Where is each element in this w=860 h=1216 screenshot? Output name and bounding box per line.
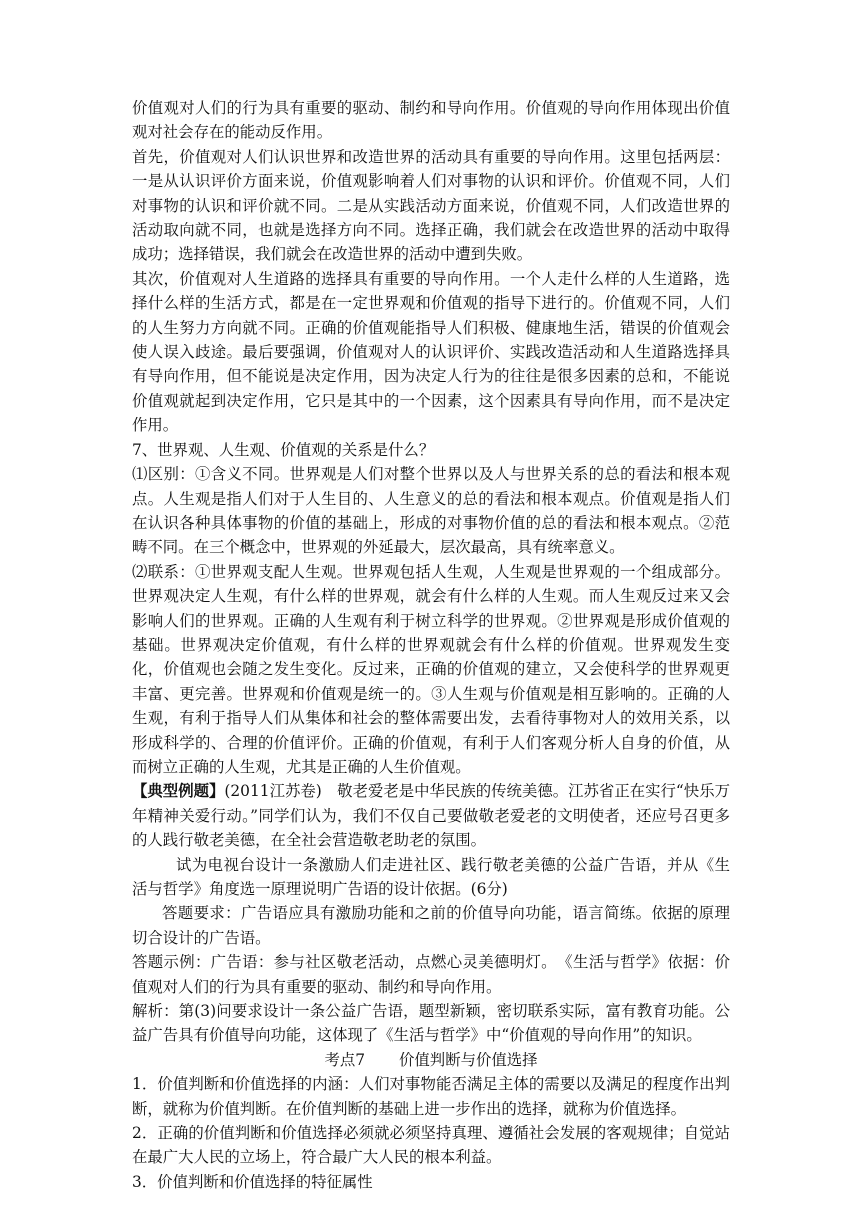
paragraph-difference: ⑴区别：①含义不同。世界观是人们对整个世界以及人与世界关系的总的看法和根本观点。人生观是指人们对于人生目的、人生意义的总的看法和根本观点。价值观是指人们在认识各种具体事物的价值的基础上，形成的对事物价值的总的看法和根本观点。②范畴不同。在三个概念中，世界观的外延最大，层次最高，具有统率意义。 [132, 465, 730, 557]
section-number: 考点7 [324, 1050, 366, 1069]
section-heading [132, 1048, 730, 1072]
paragraph-connection: ⑵联系：①世界观支配人生观。世界观包括人生观，人生观是世界观的一个组成部分。世界观决定人生观，有什么样的世界观，就会有什么样的人生观。而人生观反过来又会影响人们的世界观。正确的人生观有利于树立科学的世界观。②世界观是形成价值观的基础。世界观决定价值观，有什么样的世界观就会有什么样的价值观。世界观发生变化，价值观也会随之发生变化。反过来，正确的价值观的建立，又会使科学的世界观更丰富、更完善。世界观和价值观是统一的。③人生观与价值观是相互影响的。正确的人生观，有利于指导人们从集体和社会的整体需要出发，去看待事物对人的效用关系，以形成科学的、合理的价值评价。正确的价值观，有利于人们客观分析人自身的价值，从而树立正确的人生观，尤其是正确的人生价值观。 [132, 562, 730, 776]
paragraph-value-drive: 价值观对人们的行为具有重要的驱动、制约和导向作用。价值观的导向作用体现出价值观对社会存在的能动反作用。 [132, 99, 730, 142]
example-answer: 答题示例：广告语：参与社区敬老活动，点燃心灵美德明灯。 《生活与哲学》依据：价值观对人们的行为具有重要的驱动、制约和导向作用。 [132, 953, 730, 996]
point-2: 2．正确的价值判断和价值选择必须就必须坚持真理、遵循社会发展的客观规律；自觉站在最广大人民的立场上，符合最广大人民的根本利益。 [132, 1124, 730, 1167]
paragraph-first-guidance: 首先，价值观对人们认识世界和改造世界的活动具有重要的导向作用。这里包括两层：一是从认识评价方面来说，价值观影响着人们对事物的认识和评价。价值观不同，人们对事物的认识和评价就不同。二是从实践活动方面来说，价值观不同，人们改造世界的活动取向就不同，也就是选择方向不同。选择正确，我们就会在改造世界的活动中取得成功；选择错误，我们就会在改造世界的活动中遭到失败。 [132, 147, 730, 264]
example-paragraph [132, 779, 730, 852]
question-heading: 7、世界观、人生观、价值观的关系是什么？ [132, 440, 435, 459]
paragraph-second-guidance: 其次，价值观对人生道路的选择具有重要的导向作用。一个人走什么样的人生道路，选择什么样的生活方式，都是在一定世界观和价值观的指导下进行的。价值观不同，人们的人生努力方向就不同。正确的价值观能指导人们积极、健康地生活，错误的价值观会使人误入歧途。最后要强调，价值观对人的认识评价、实践改造活动和人生道路选择具有导向作用，但不能说是决定作用，因为决定人行为的往往是很多因素的总和，不能说价值观就起到决定作用，它只是其中的一个因素，这个因素具有导向作用，而不是决定作用。 [132, 269, 730, 435]
example-text: (2011江苏卷) 敬老爱老是中华民族的传统美德。江苏省正在实行“快乐万年精神关爱行动。”同学们认为，我们不仅自己要做敬老爱老的文明使者，还应号召更多的人践行敬老美德，在全社会营造敬老助老的氛围。 [132, 782, 730, 850]
section-title: 价值判断与价值选择 [399, 1050, 538, 1069]
example-requirement: 答题要求：广告语应具有激励功能和之前的价值导向功能，语言简练。依据的原理切合设计的广告语。 [132, 904, 730, 947]
document-page [132, 96, 730, 1194]
example-tag: 【典型例题】 [132, 782, 225, 801]
example-analysis: 解析：第(3)问要求设计一条公益广告语，题型新颖，密切联系实际，富有教育功能。公益广告具有价值导向功能，这体现了《生活与哲学》中“价值观的导向作用”的知识。 [132, 1002, 730, 1045]
point-3: 3．价值判断和价值选择的特征属性 [132, 1172, 373, 1191]
point-1: 1．价值判断和价值选择的内涵：人们对事物能否满足主体的需要以及满足的程度作出判断，就称为价值判断。在价值判断的基础上进一步作出的选择，就称为价值选择。 [132, 1075, 730, 1118]
example-question: 试为电视台设计一条激励人们走进社区、践行敬老美德的公益广告语，并从《生活与哲学》角度选一原理说明广告语的设计依据。(6分) [132, 855, 730, 898]
